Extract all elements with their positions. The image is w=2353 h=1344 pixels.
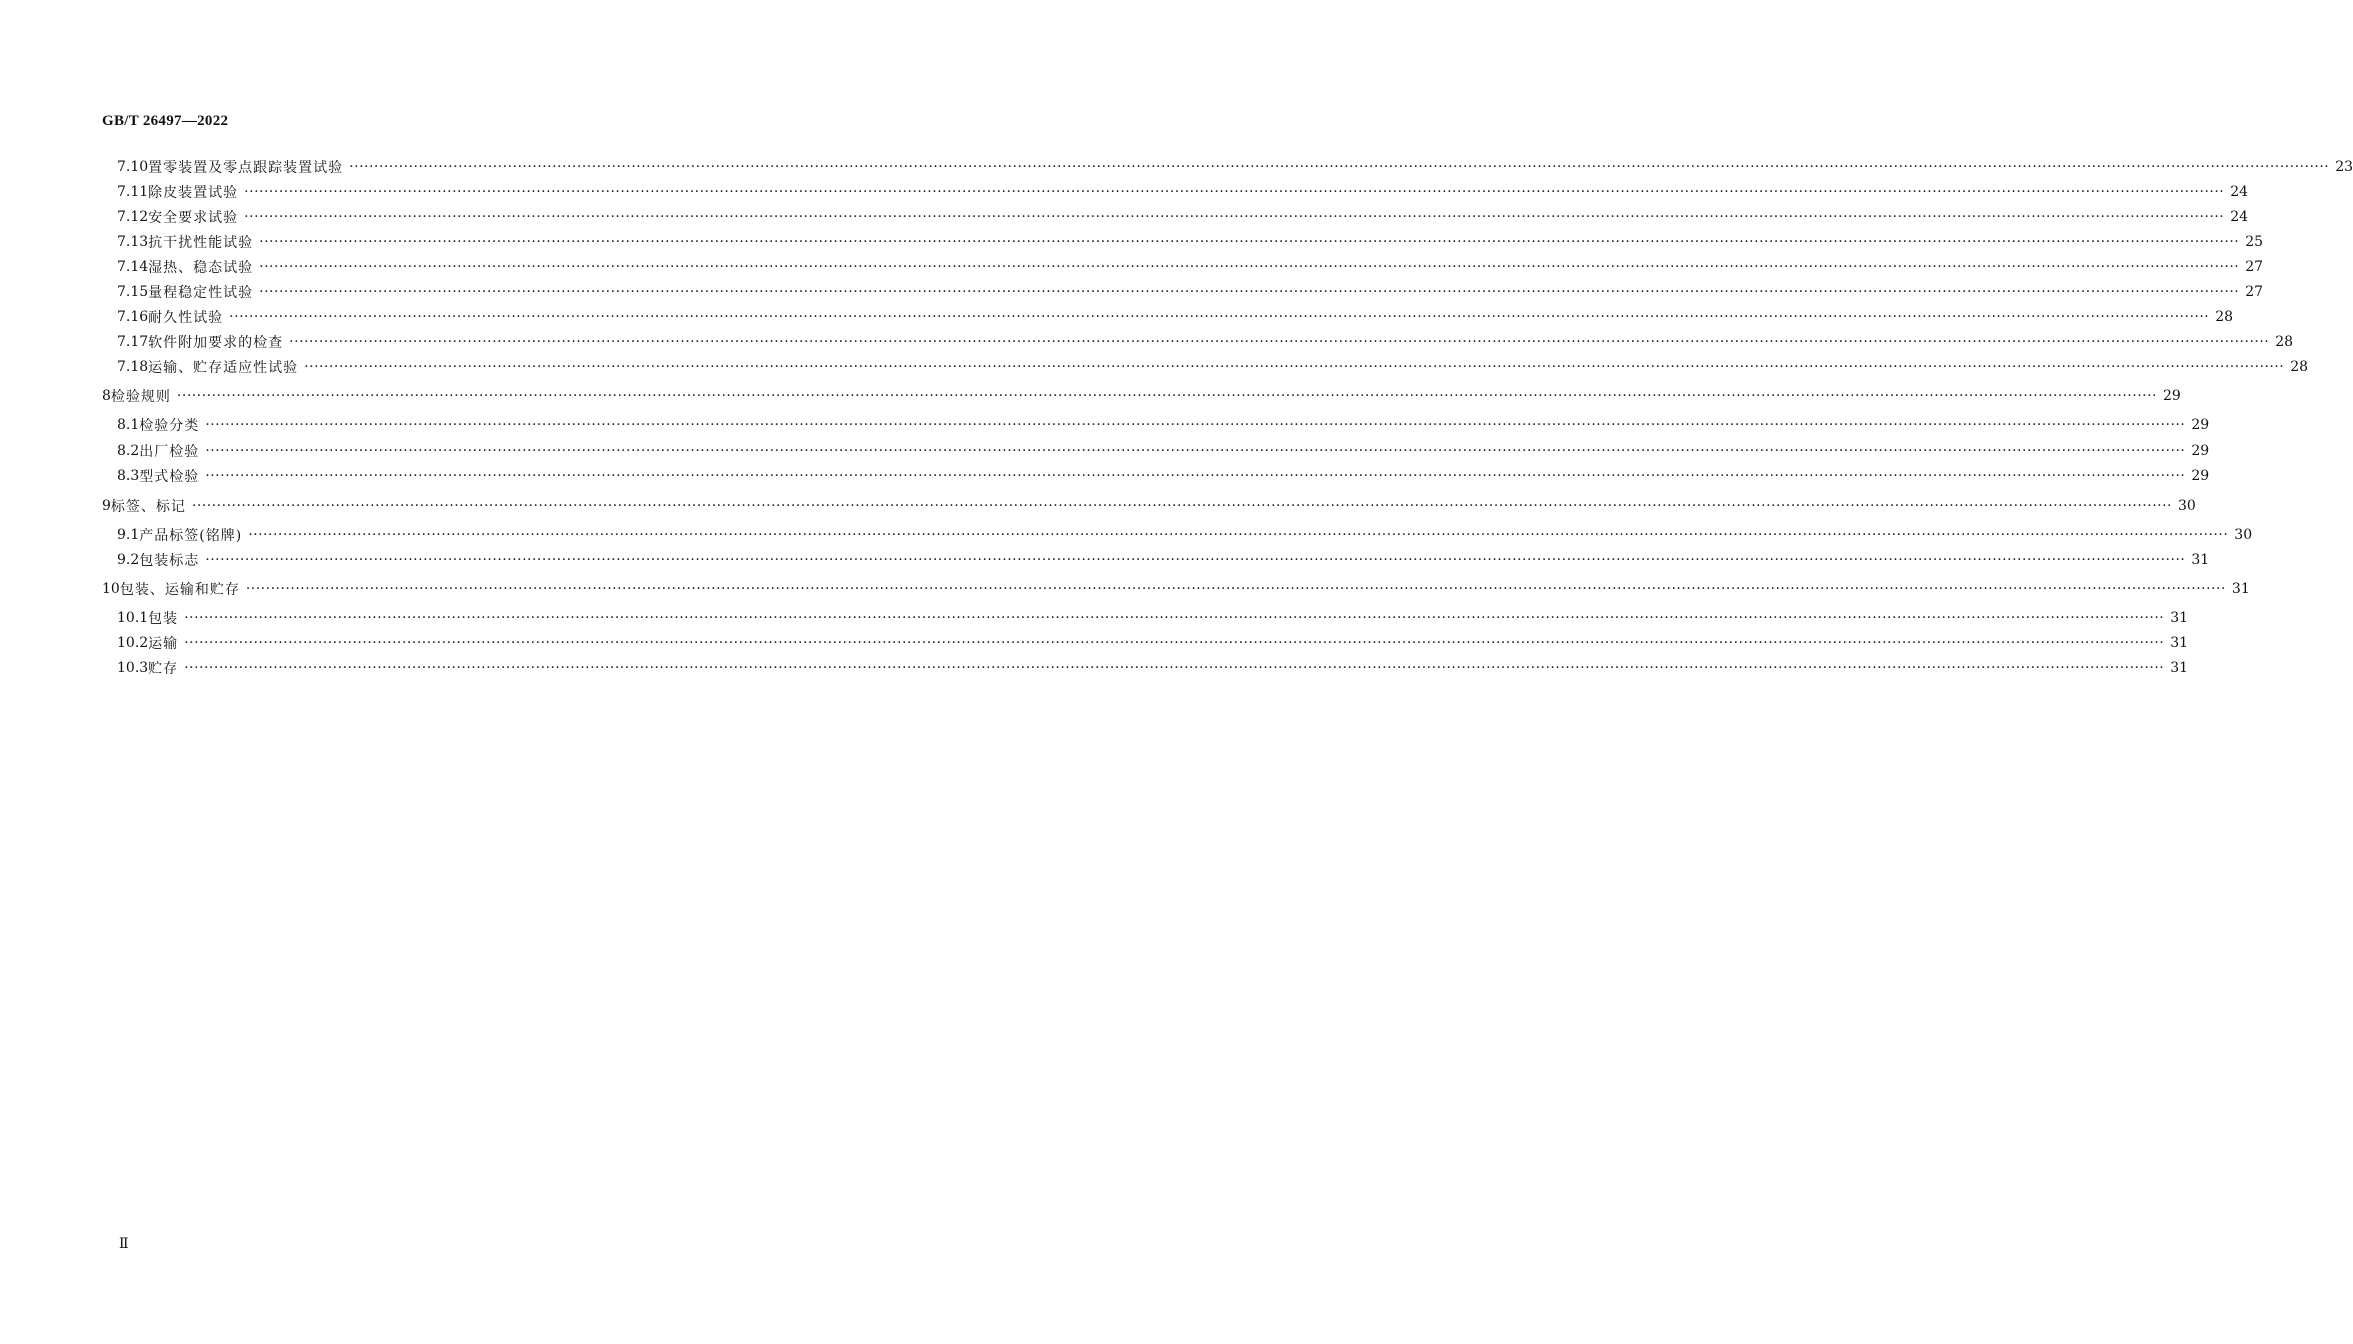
toc-entry-title: 运输、贮存适应性试验 (148, 360, 299, 376)
toc-entry[interactable] (117, 440, 2210, 462)
toc-leader-dots: ················································································································································································································································································································································································································ (229, 309, 2210, 325)
toc-entry[interactable] (117, 549, 2210, 571)
toc-entry-page: 28 (2275, 334, 2294, 350)
toc-entry-number: 9 (102, 498, 111, 514)
toc-entry[interactable] (117, 632, 2189, 654)
toc-entry-title: 贮存 (148, 661, 179, 677)
toc-entry-title: 耐久性试验 (148, 310, 224, 326)
toc-entry-number: 9.2 (117, 552, 140, 568)
toc-leader-dots: ················································································································································································································································································································································································································ (205, 443, 2186, 459)
toc-entry-page: 30 (2178, 498, 2196, 514)
toc-leader-dots: ················································································································································································································································································································································································································ (205, 552, 2186, 568)
toc-leader-dots: ················································································································································································································································································································································································································ (259, 234, 2240, 250)
standard-number: GB/T 26497—2022 (102, 113, 229, 129)
toc-entry-number: 8.2 (117, 443, 140, 459)
toc-entry-number: 7.13 (117, 234, 149, 250)
toc-entry-page: 30 (2234, 527, 2253, 543)
toc-entry[interactable] (117, 181, 2249, 203)
toc-entry-number: 10 (102, 581, 120, 597)
toc-entry-title: 安全要求试验 (148, 210, 239, 226)
toc-entry-number: 8.3 (117, 468, 140, 484)
toc-entry-number: 8 (102, 388, 111, 404)
toc-entry[interactable] (117, 524, 2253, 546)
toc-entry[interactable] (117, 206, 2249, 228)
toc-leader-dots: ················································································································································································································································································································································································································ (248, 527, 2229, 543)
toc-entry-number: 10.3 (117, 660, 149, 676)
toc-leader-dots: ················································································································································································································································································································································································································ (349, 159, 2330, 175)
toc-entry[interactable] (117, 306, 2234, 328)
toc-leader-dots: ················································································································································································································································································································································································································ (244, 209, 2225, 225)
toc-entry-title: 软件附加要求的检查 (148, 335, 284, 351)
toc-leader-dots: ················································································································································································································································································································································································································ (259, 259, 2240, 275)
toc-entry[interactable] (102, 495, 2196, 517)
toc-leader-dots: ················································································································································································································································································································································································································ (244, 184, 2225, 200)
toc-entry[interactable] (117, 331, 2294, 353)
toc-leader-dots: ················································································································································································································································································································································································································ (205, 417, 2186, 433)
toc-entry-page: 28 (2215, 309, 2234, 325)
toc-entry[interactable] (102, 385, 2181, 407)
toc-entry-page: 24 (2230, 209, 2249, 225)
toc-entry[interactable] (117, 657, 2189, 679)
toc-entry-title: 抗干扰性能试验 (148, 235, 254, 251)
toc-entry-number: 7.14 (117, 259, 149, 275)
toc-entry-number: 7.15 (117, 284, 149, 300)
toc-entry-title: 检验分类 (139, 418, 200, 434)
toc-entry[interactable] (117, 414, 2210, 436)
toc-entry-title: 出厂检验 (139, 444, 200, 460)
toc-entry-title: 除皮装置试验 (148, 185, 239, 201)
toc-entry-page: 29 (2191, 417, 2210, 433)
toc-entry-title: 量程稳定性试验 (148, 285, 254, 301)
toc-leader-dots: ················································································································································································································································································································································································································ (184, 610, 2165, 626)
toc-leader-dots: ················································································································································································································································································································································································································ (205, 468, 2186, 484)
toc-entry-title: 包装、运输和贮存 (119, 582, 240, 598)
toc-entry-title: 包装标志 (139, 553, 200, 569)
toc-entry-number: 7.11 (117, 184, 149, 200)
toc-entry-number: 8.1 (117, 417, 140, 433)
toc-entry-number: 7.18 (117, 359, 149, 375)
toc-entry-page: 31 (2170, 610, 2189, 626)
toc-leader-dots: ················································································································································································································································································································································································································ (304, 359, 2285, 375)
toc-entry-title: 运输 (148, 636, 179, 652)
toc-entry-title: 型式检验 (139, 469, 200, 485)
toc-entry[interactable] (117, 607, 2189, 629)
toc-leader-dots: ················································································································································································································································································································································································································ (245, 581, 2226, 597)
toc-entry-page: 25 (2245, 234, 2264, 250)
toc-entry-page: 29 (2191, 468, 2210, 484)
toc-entry-page: 31 (2170, 660, 2189, 676)
toc-entry-page: 29 (2191, 443, 2210, 459)
toc-entry[interactable] (102, 578, 2250, 600)
toc-leader-dots: ················································································································································································································································································································································································································ (191, 498, 2172, 514)
toc-entry-title: 包装 (148, 611, 179, 627)
toc-entry-page: 29 (2163, 388, 2181, 404)
toc-entry-title: 湿热、稳态试验 (148, 260, 254, 276)
toc-entry-page: 31 (2191, 552, 2210, 568)
toc-entry-number: 10.1 (117, 610, 149, 626)
toc-entry-number: 7.16 (117, 309, 149, 325)
toc-entry-page: 31 (2170, 635, 2189, 651)
toc-entry-page: 23 (2335, 159, 2353, 175)
toc-entry-number: 7.10 (117, 159, 149, 175)
toc-entry-title: 置零装置及零点跟踪装置试验 (148, 160, 344, 176)
toc-entry[interactable] (117, 256, 2264, 278)
toc-entry-page: 28 (2290, 359, 2309, 375)
toc-leader-dots: ················································································································································································································································································································································································································ (289, 334, 2270, 350)
page-number: Ⅱ (119, 1236, 129, 1252)
toc-entry-page: 27 (2245, 259, 2264, 275)
toc-entry[interactable] (117, 465, 2210, 487)
toc-entry-title: 检验规则 (110, 389, 171, 405)
toc-leader-dots: ················································································································································································································································································································································································································ (259, 284, 2240, 300)
toc-entry-page: 24 (2230, 184, 2249, 200)
toc-entry-page: 31 (2231, 581, 2250, 597)
toc-leader-dots: ················································································································································································································································································································································································································ (184, 635, 2165, 651)
toc-entry-number: 9.1 (117, 527, 140, 543)
toc-entry[interactable] (117, 231, 2264, 253)
toc-entry[interactable] (117, 356, 2309, 378)
toc-entry-number: 10.2 (117, 635, 149, 651)
toc-entry-number: 7.12 (117, 209, 149, 225)
toc-entry[interactable] (117, 156, 2353, 178)
toc-entry-number: 7.17 (117, 334, 149, 350)
toc-entry-title: 标签、标记 (110, 499, 186, 515)
toc-leader-dots: ················································································································································································································································································································································································································ (184, 660, 2165, 676)
toc-entry[interactable] (117, 281, 2264, 303)
toc-leader-dots: ················································································································································································································································································································································································································ (176, 388, 2157, 404)
toc-entry-page: 27 (2245, 284, 2264, 300)
toc-entry-title: 产品标签(铭牌) (139, 528, 243, 544)
